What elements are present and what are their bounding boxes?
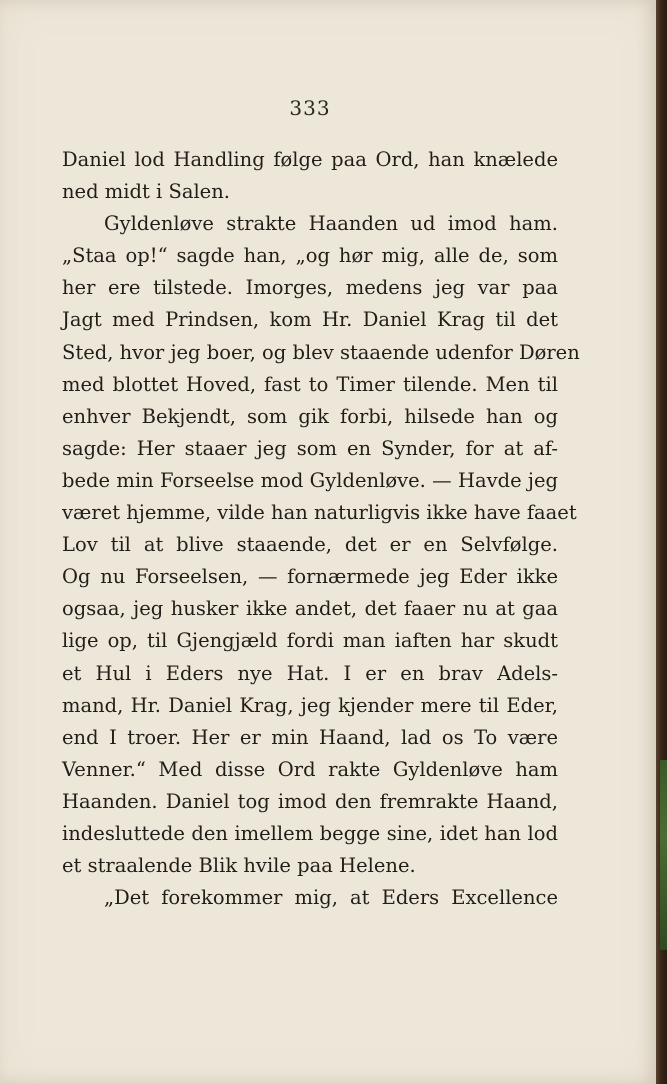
text-line: Lov til at blive staaende, det er en Selvfølge. [62, 533, 558, 557]
spine-color-mark [660, 760, 667, 950]
text-line: Jagt med Prindsen, kom Hr. Daniel Krag til det [62, 308, 558, 332]
text-line: et straalende Blik hvile paa Helene. [62, 854, 416, 878]
text-line: „Det forekommer mig, at Eders Excellence [104, 886, 558, 910]
text-line: været hjemme, vilde han naturligvis ikke have faaet [62, 501, 577, 525]
body-text [62, 144, 580, 914]
text-line: end I troer. Her er min Haand, lad os To være [62, 725, 558, 749]
text-line: med blottet Hoved, fast to Timer tilende. Men til [62, 372, 558, 396]
text-line: bede min Forseelse mod Gyldenløve. — Havde jeg [62, 468, 558, 492]
text-line: Daniel lod Handling følge paa Ord, han knælede [62, 148, 558, 171]
page-number: 333 [289, 96, 331, 120]
text-line: indesluttede den imellem begge sine, idet han lod [62, 821, 558, 845]
text-line: mand, Hr. Daniel Krag, jeg kjender mere til Eder, [62, 693, 558, 717]
text-line: Gyldenløve strakte Haanden ud imod ham. [104, 212, 558, 236]
text-line: ogsaa, jeg husker ikke andet, det faaer nu at gaa [62, 597, 558, 621]
text-line: ned midt i Salen. [62, 180, 230, 204]
text-line: enhver Bekjendt, som gik forbi, hilsede han og [62, 404, 558, 428]
text-line: et Hul i Eders nye Hat. I er en brav Adels- [62, 661, 558, 685]
text-line: Sted, hvor jeg boer, og blev staaende udenfor Døren [62, 340, 580, 364]
text-line: her ere tilstede. Imorges, medens jeg var paa [62, 276, 558, 300]
text-line: „Staa op!“ sagde han, „og hør mig, alle de, som [62, 244, 558, 268]
text-line: lige op, til Gjengjæld fordi man iaften har skudt [62, 629, 558, 653]
text-line: Haanden. Daniel tog imod den fremrakte Haand, [62, 789, 558, 813]
text-line: sagde: Her staaer jeg som en Synder, for at af- [62, 436, 558, 460]
text-line: Venner.“ Med disse Ord rakte Gyldenløve ham [62, 757, 558, 781]
text-line: Og nu Forseelsen, — fornærmede jeg Eder ikke [62, 565, 558, 589]
